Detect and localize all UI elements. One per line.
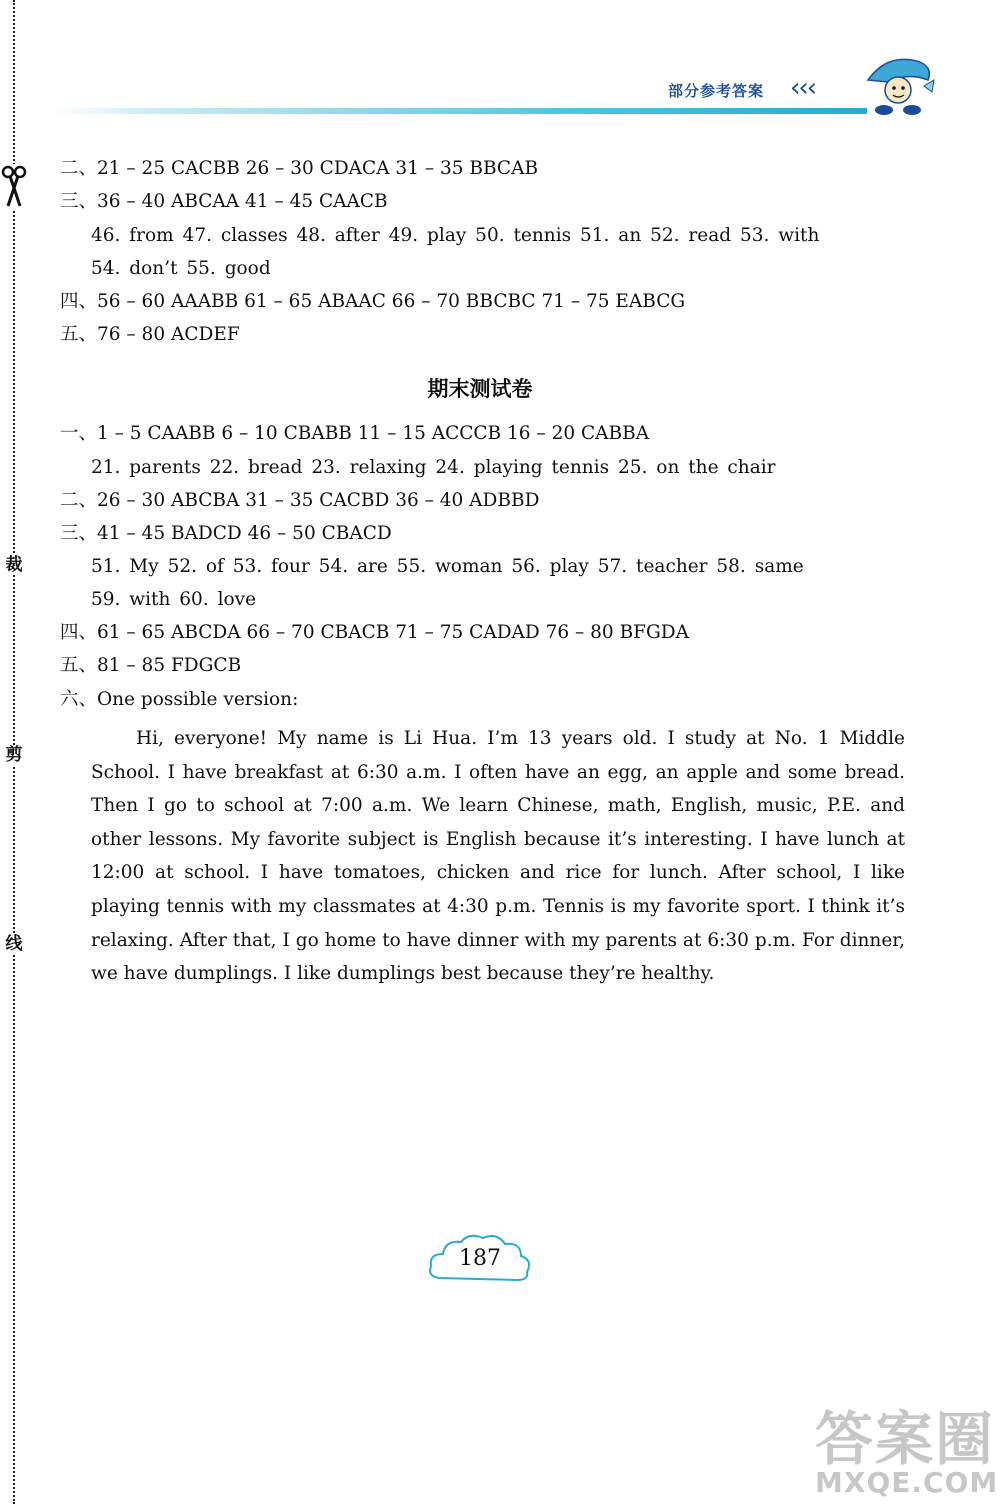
answer-line: 四、56 – 60 AAABB 61 – 65 ABAAC 66 – 70 BBCBC 71 – 75 EABCG (60, 291, 686, 312)
answer-line: 五、76 – 80 ACDEF (60, 324, 240, 345)
header-title: 部分参考答案 (668, 82, 765, 100)
answer-line: 59. with 60. love (91, 589, 257, 610)
answer-line: 四、61 – 65 ABCDA 66 – 70 CBACB 71 – 75 CADAD 76 – 80 BFGDA (60, 622, 689, 643)
cut-char-cai: 裁 (2, 555, 26, 575)
cut-char-jian: 剪 (2, 745, 26, 765)
essay-block (91, 722, 905, 991)
answer-line: 三、36 – 40 ABCAA 41 – 45 CAACB (60, 191, 388, 212)
section-title: 期末测试卷 (427, 377, 533, 401)
answer-line: 六、One possible version: (60, 689, 299, 710)
header-chevrons: ‹‹‹ (790, 73, 816, 103)
answer-line: 21. parents 22. bread 23. relaxing 24. playing tennis 25. on the chair (91, 457, 776, 478)
answer-line: 54. don’t 55. good (91, 258, 271, 279)
watermark (815, 1388, 999, 1504)
header-bar (55, 108, 867, 114)
mascot-icon (858, 50, 938, 120)
page-number: 187 (459, 1246, 501, 1271)
answer-line: 五、81 – 85 FDGCB (60, 655, 242, 676)
answer-line: 二、21 – 25 CACBB 26 – 30 CDACA 31 – 35 BBCAB (60, 158, 539, 179)
watermark-top: 答案圈 (815, 1405, 996, 1473)
answer-line: 46. from 47. classes 48. after 49. play 50. tennis 51. an 52. read 53. with (91, 225, 820, 246)
essay-paragraph: Hi, everyone! My name is Li Hua. I’m 13 years old. I study at No. 1 Middle School. I have breakfast at 6:30 a.m. I often have an egg, an apple and some bread. Then I go to school at 7:00 a.m. We learn Chinese, math, English, music, P.E. and other lessons. My favorite subject is English because it’s interesting. I have lunch at 12:00 at school. I have tomatoes, chicken and rice for lunch. After school, I like playing tennis with my classmates at 4:30 p.m. Tennis is my favorite sport. I think it’s relaxing. After that, I go home to have dinner with my parents at 6:30 p.m. For dinner, we have dumplings. I like dumplings best because they’re healthy. (91, 728, 905, 985)
answer-line: 51. My 52. of 53. four 54. are 55. woman 56. play 57. teacher 58. same (91, 556, 804, 577)
cut-char-xian: 线 (2, 934, 26, 954)
answer-line: 三、41 – 45 BADCD 46 – 50 CBACD (60, 523, 392, 544)
answer-line: 二、26 – 30 ABCBA 31 – 35 CACBD 36 – 40 ADBBD (60, 490, 540, 511)
watermark-bottom: MXQE.COM (815, 1466, 999, 1499)
scissors-icon (0, 164, 28, 210)
answer-line: 一、1 – 5 CAABB 6 – 10 CBABB 11 – 15 ACCCB 16 – 20 CABBA (60, 423, 650, 444)
